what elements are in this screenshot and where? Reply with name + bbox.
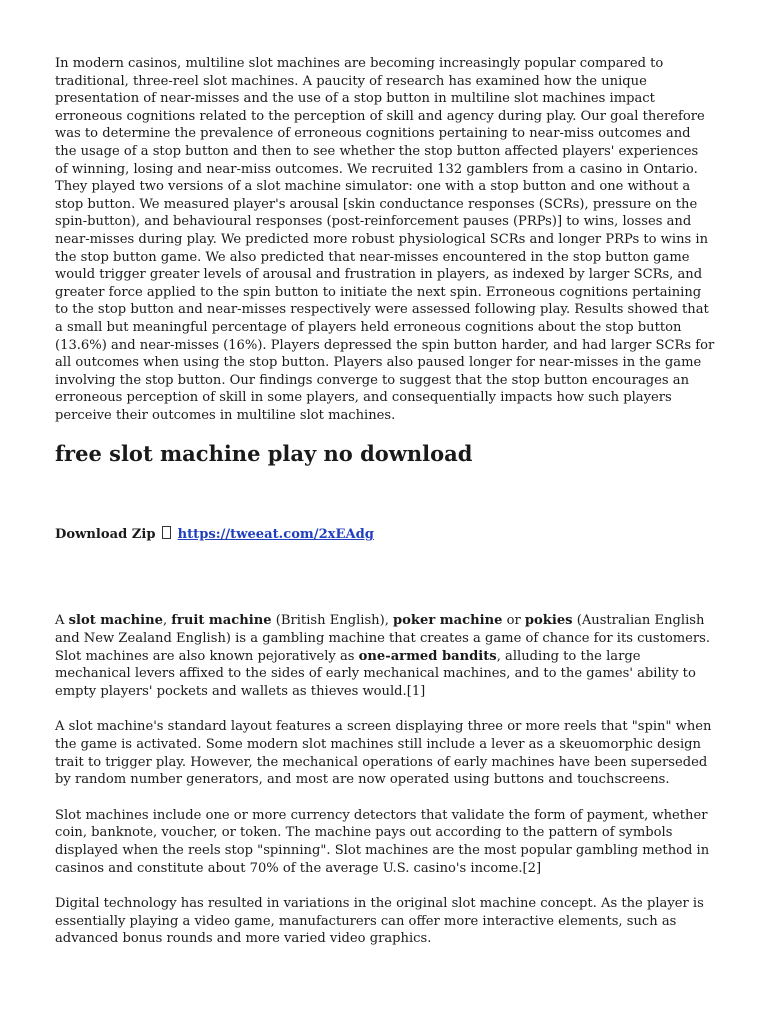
download-link[interactable]: https://tweeat.com/2xEAdg: [177, 527, 374, 543]
term-one-armed-bandits: one-armed bandits: [358, 648, 497, 664]
digital-paragraph: Digital technology has resulted in variations in the original slot machine concept. As the player is essentially playing a video game, manufacturers can offer more interactive elements, such as advanced bonus rounds and more varied video graphics.: [55, 896, 704, 947]
term-slot-machine: slot machine: [68, 613, 163, 629]
text-run: , alluding to the large mechanical levers affixed to the sides of early mechanical machines, and to the games' ability to empty players' pockets and wallets as thieves would.[1]: [55, 648, 696, 699]
text-run: (Australian English and New Zealand English) is a gambling machine that creates a game of chance for its customers. Slot machines are also known pejoratively as: [55, 613, 711, 664]
text-run: ,: [162, 613, 172, 629]
layout-paragraph: A slot machine's standard layout features a screen displaying three or more reels that "spin" when the game is activated. Some modern slot machines still include a lever as a skeuomorphic design trait to trigger play. However, the mechanical operations of early machines have been superseded by random number generators, and most are now operated using buttons and touchscreens.: [55, 719, 712, 788]
abstract-paragraph: In modern casinos, multiline slot machines are becoming increasingly popular compared to traditional, three-reel slot machines. A paucity of research has examined how the unique presentation of near-misses and the use of a stop button in multiline slot machines impact erroneous cognitions related to the perception of skill and agency during play. Our goal therefore was to determine the prevalence of erroneous cognitions pertaining to near-miss outcomes and the usage of a stop button and then to see whether the stop button affected players' experiences of winning, losing and near-miss outcomes. We recruited 132 gamblers from a casino in Ontario. They played two versions of a slot machine simulator: one with a stop button and one without a stop button. We measured player's arousal [skin conductance responses (SCRs), pressure on the spin-button), and behavioural responses (post-reinforcement pauses (PRPs)] to wins, losses and near-misses during play. We predicted more robust physiological SCRs and longer PRPs to wins in the stop button game. We also predicted that near-misses encountered in the stop button game would trigger greater levels of arousal and frustration in players, as indexed by larger SCRs, and greater force applied to the spin button to initiate the next spin. Erroneous cognitions pertaining to the stop button and near-misses respectively were assessed following play. Results showed that a small but meaningful percentage of players held erroneous cognitions about the stop button (13.6%) and near-misses (16%). Players depressed the spin button harder, and had larger SCRs for all outcomes when using the stop button. Players also paused longer for near-misses in the game involving the stop button. Our findings converge to suggest that the stop button encourages an erroneous perception of skill in some players, and consequentially impacts how such players perceive their outcomes in multiline slot machines.: [55, 56, 715, 423]
term-poker-machine: poker machine: [393, 613, 503, 629]
missing-glyph-icon: [162, 526, 171, 539]
text-run: (British English),: [271, 613, 394, 629]
currency-paragraph: Slot machines include one or more currency detectors that validate the form of payment, whether coin, banknote, voucher, or token. The machine pays out according to the pattern of symbols displayed when the reels stop "spinning". Slot machines are the most popular gambling method in casinos and constitute about 70% of the average U.S. casino's income.[2]: [55, 807, 710, 876]
text-run: A: [55, 613, 69, 629]
intro-paragraph: [55, 612, 715, 700]
download-label: Download Zip: [55, 527, 156, 543]
download-line: [55, 526, 715, 542]
term-fruit-machine: fruit machine: [171, 613, 272, 629]
section-heading: free slot machine play no download: [55, 441, 473, 467]
term-pokies: pokies: [524, 613, 573, 629]
document-body: [55, 55, 715, 966]
text-run: or: [502, 613, 525, 629]
